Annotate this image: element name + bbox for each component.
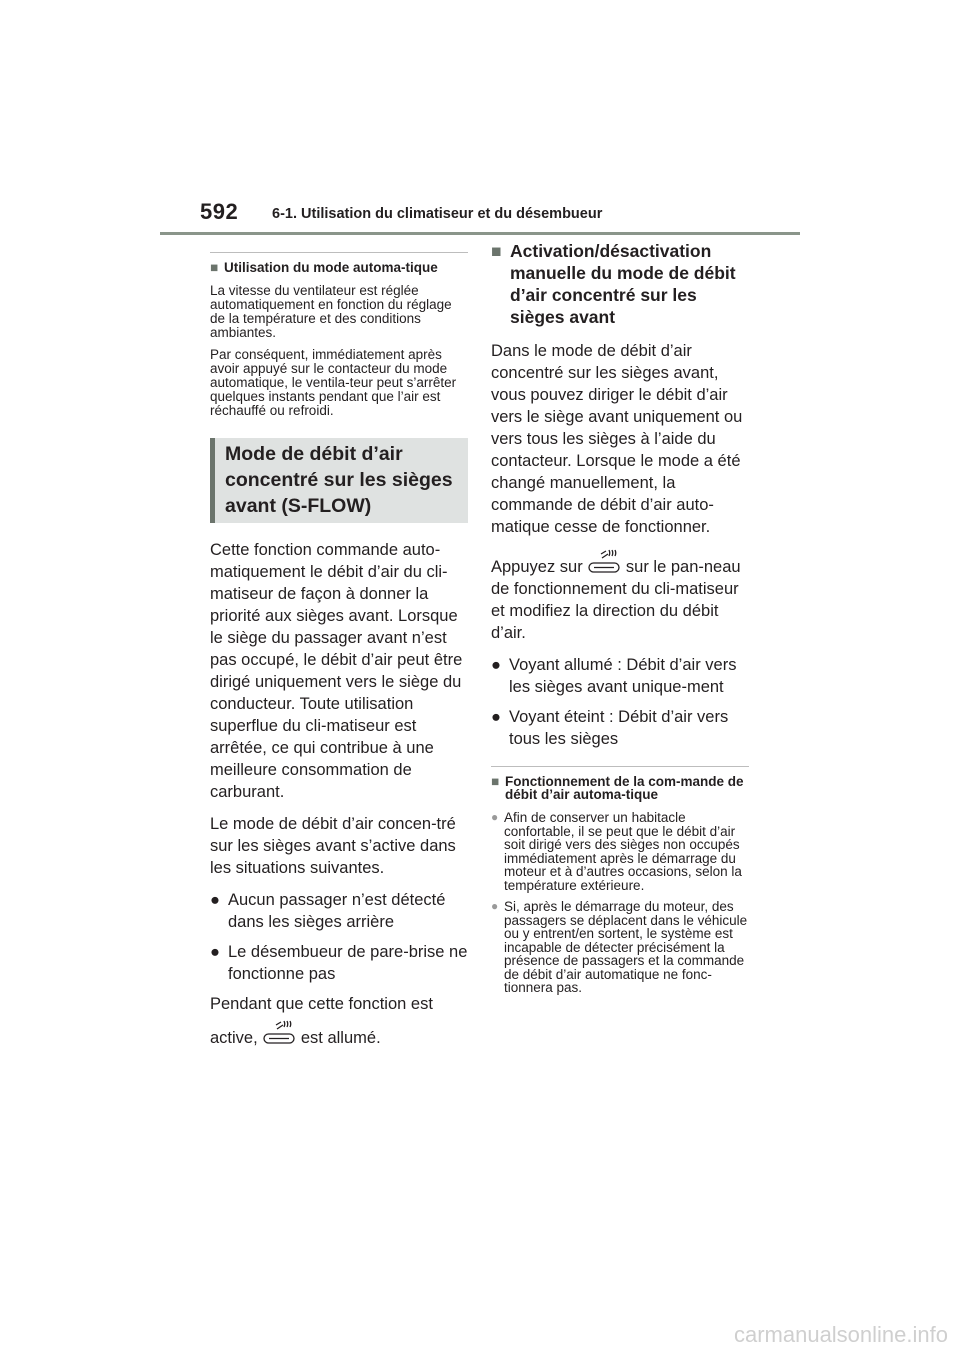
subsection-heading-manual: ■ Activation/désactivation manuelle du mode de débit d’air concentré sur les sièges avant — [491, 241, 736, 327]
s-flow-icon — [262, 1019, 296, 1047]
s-flow-paragraph-3: Pendant que cette fonction est — [210, 995, 433, 1013]
subsection-heading-auto-control: ■ Fonctionnement de la com-mande de débit d’air automa-tique — [491, 774, 744, 802]
list-item: ● Le désembueur de pare-brise ne fonctionne pas — [210, 943, 468, 983]
right-column — [491, 240, 749, 1003]
round-bullet-icon: ● — [491, 708, 501, 726]
round-bullet-icon: ● — [491, 656, 501, 674]
page-header-title: 6-1. Utilisation du climatiseur et du désembueur — [272, 206, 603, 222]
round-bullet-icon: ● — [210, 891, 220, 909]
list-item: ● Voyant éteint : Débit d’air vers tous les sièges — [491, 708, 729, 748]
watermark: carmanualsonline.info — [733, 1322, 948, 1347]
subsection-heading-auto-mode: ■ Utilisation du mode automa-tique — [210, 260, 438, 275]
s-flow-paragraph-2: Le mode de débit d’air concen-tré sur les sièges avant s’active dans les situations suivantes. — [210, 815, 456, 877]
s-flow-paragraph-1: Cette fonction commande auto-matiquement le débit d’air du cli-matiseur de façon à donner la priorité aux sièges avant. Lorsque le siège du passager avant n’est pas occupé, le débit d’air peut être dirigé uniquement vers le siège du conducteur. Toute utilisation superflue du cli-matiseur est arrêtée, ce qui contribue à une meilleure consommation de carburant. — [210, 541, 463, 801]
small-round-bullet-icon: ● — [491, 899, 499, 913]
list-item: ● Voyant allumé : Débit d’air vers les sièges avant unique-ment — [491, 656, 737, 696]
square-bullet-icon: ■ — [491, 774, 500, 789]
section-title-s-flow: Mode de débit d’air concentré sur les sièges avant (S-FLOW) — [210, 438, 468, 523]
list-item: ● Afin de conserver un habitacle confortable, il se peut que le débit d’air soit dirigé vers des sièges non occupés immédiatement après le démarrage du moteur et à d’autres occasions, selon la température extérieure. — [491, 810, 742, 893]
list-item: ● Si, après le démarrage du moteur, des passagers se déplacent dans le véhicule ou y entrent/en sortent, le système est incapable de détecter précisément la présence de passagers et la commande de débit d’air automatique ne fonc-tionnera pas. — [491, 899, 748, 995]
manual-paragraph-2: Appuyez sur sur le pan-neau de fonctionnement du cli-matiseur et modifiez la direction du débit d’air. — [491, 548, 749, 644]
manual-paragraph-1: Dans le mode de débit d’air concentré sur les sièges avant, vous pouvez diriger le débit d’air vers le siège avant uniquement ou vers tous les sièges à l’aide du contacteur. Lorsque le mode a été changé manuellement, la commande de débit d’air auto-matique cesse de fonctionner. — [491, 342, 743, 536]
page-number: 592 — [200, 199, 239, 224]
header-rule — [160, 232, 800, 235]
auto-mode-paragraph-1: La vitesse du ventilateur est réglée automatiquement en fonction du réglage de la température et des conditions ambiantes. — [210, 283, 452, 340]
divider — [491, 766, 749, 767]
list-item: ● Aucun passager n’est détecté dans les sièges arrière — [210, 891, 446, 931]
left-column — [210, 252, 468, 1059]
divider — [210, 252, 468, 253]
round-bullet-icon: ● — [210, 943, 220, 961]
s-flow-icon — [587, 548, 621, 576]
small-round-bullet-icon: ● — [491, 810, 499, 824]
auto-mode-paragraph-2: Par conséquent, immédiatement après avoir appuyé sur le contacteur du mode automatique, le ventila-teur peut s’arrêter quelques instants pendant que l’air est réchauffé ou refroidi. — [210, 347, 457, 418]
square-bullet-icon: ■ — [210, 260, 219, 275]
s-flow-paragraph-4: active, est allumé. — [210, 1019, 468, 1049]
square-bullet-icon: ■ — [491, 241, 502, 261]
